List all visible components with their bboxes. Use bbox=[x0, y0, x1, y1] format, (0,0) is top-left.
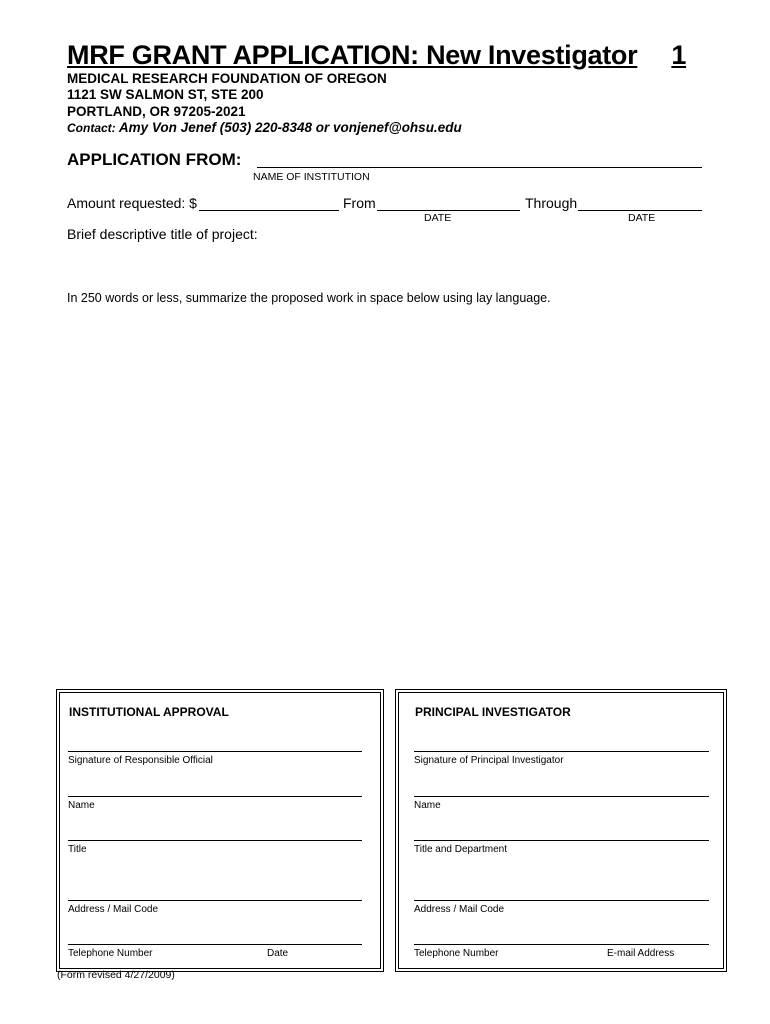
institution-name-field[interactable] bbox=[257, 167, 702, 168]
pi-email-label: E-mail Address bbox=[607, 948, 675, 959]
contact-line bbox=[67, 120, 462, 135]
institution-caption: NAME OF INSTITUTION bbox=[253, 171, 370, 183]
responsible-official-signature-label: Signature of Responsible Official bbox=[68, 755, 213, 766]
official-address-field[interactable] bbox=[68, 900, 362, 901]
official-title-field[interactable] bbox=[68, 840, 362, 841]
official-title-label: Title bbox=[68, 844, 87, 855]
through-date-field[interactable] bbox=[578, 210, 702, 211]
approval-date-label: Date bbox=[267, 948, 289, 959]
pi-name-label: Name bbox=[414, 800, 441, 811]
official-telephone-field[interactable] bbox=[68, 944, 362, 945]
summary-instruction: In 250 words or less, summarize the proposed work in space below using lay language. bbox=[67, 291, 551, 305]
application-from-label: APPLICATION FROM: bbox=[67, 150, 242, 169]
amount-label: Amount requested: $ bbox=[67, 195, 197, 211]
form-title bbox=[67, 40, 686, 71]
contact-value: Amy Von Jenef (503) 220-8348 or vonjenef@ohsu.edu bbox=[118, 120, 462, 135]
official-name-field[interactable] bbox=[68, 796, 362, 797]
address-line-2: PORTLAND, OR 97205-2021 bbox=[67, 104, 246, 119]
address-line-1: 1121 SW SALMON ST, STE 200 bbox=[67, 87, 264, 102]
official-telephone-label: Telephone Number bbox=[68, 948, 153, 959]
institutional-approval-heading: INSTITUTIONAL APPROVAL bbox=[69, 705, 229, 719]
responsible-official-signature-field[interactable] bbox=[68, 751, 362, 752]
contact-label: Contact: bbox=[67, 121, 116, 135]
org-name: MEDICAL RESEARCH FOUNDATION OF OREGON bbox=[67, 71, 387, 86]
pi-telephone-label: Telephone Number bbox=[414, 948, 499, 959]
form-revision-note: (Form revised 4/27/2009) bbox=[57, 969, 175, 981]
official-name-label: Name bbox=[68, 800, 95, 811]
from-date-label: From bbox=[343, 195, 376, 211]
pi-signature-label: Signature of Principal Investigator bbox=[414, 755, 564, 766]
institutional-approval-box bbox=[59, 692, 381, 969]
pi-title-department-field[interactable] bbox=[414, 840, 709, 841]
principal-investigator-box bbox=[398, 692, 724, 969]
pi-address-field[interactable] bbox=[414, 900, 709, 901]
official-address-label: Address / Mail Code bbox=[68, 904, 159, 915]
form-title-text: MRF GRANT APPLICATION: New Investigator bbox=[67, 40, 638, 70]
pi-telephone-field[interactable] bbox=[414, 944, 709, 945]
date-caption-from: DATE bbox=[424, 212, 452, 224]
summary-area[interactable] bbox=[67, 312, 707, 672]
date-caption-through: DATE bbox=[628, 212, 656, 224]
from-date-field[interactable] bbox=[377, 210, 520, 211]
page-number: 1 bbox=[671, 40, 687, 70]
pi-address-label: Address / Mail Code bbox=[414, 904, 505, 915]
amount-field[interactable] bbox=[199, 210, 339, 211]
pi-signature-field[interactable] bbox=[414, 751, 709, 752]
pi-title-department-label: Title and Department bbox=[414, 844, 508, 855]
pi-name-field[interactable] bbox=[414, 796, 709, 797]
through-label: Through bbox=[525, 195, 578, 211]
principal-investigator-heading: PRINCIPAL INVESTIGATOR bbox=[415, 705, 571, 719]
project-title-label: Brief descriptive title of project: bbox=[67, 226, 258, 242]
